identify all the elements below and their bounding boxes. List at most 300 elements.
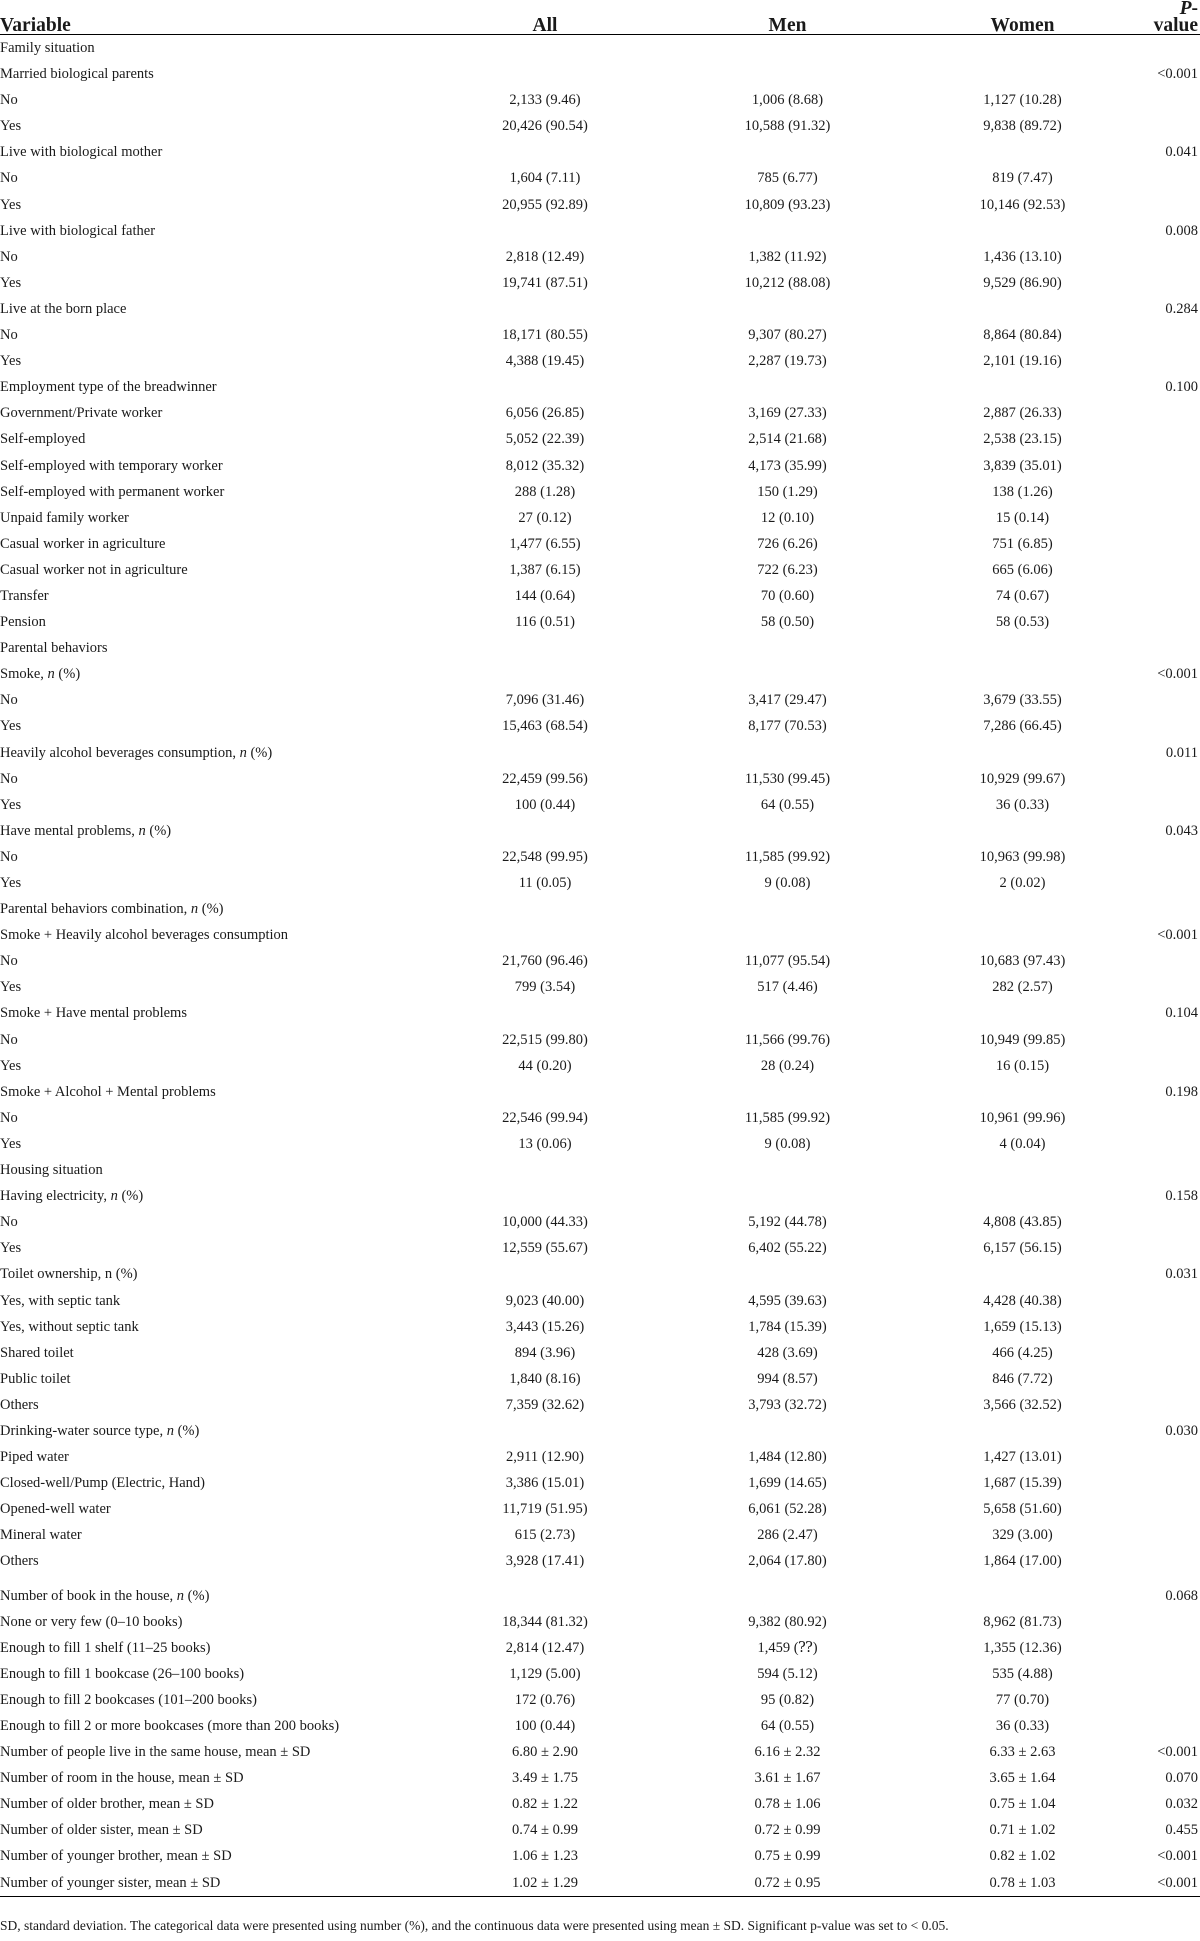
- cell-men: [670, 35, 905, 62]
- cell-all: 0.74 ± 0.99: [512, 1822, 578, 1839]
- table-row: [0, 87, 1200, 113]
- cell-all: [420, 740, 670, 766]
- cell-women: [905, 661, 1140, 687]
- cell-pvalue: 0.158: [1165, 1188, 1198, 1205]
- cell-women: 6,157 (56.15): [983, 1240, 1062, 1257]
- cell-variable: [0, 1366, 420, 1392]
- variable-label: No: [0, 848, 18, 865]
- cell-pvalue: [1140, 1661, 1200, 1687]
- cell-all: [420, 635, 670, 661]
- cell-men: 11,566 (99.76): [744, 1031, 831, 1048]
- cell-variable: [0, 609, 420, 635]
- cell-variable: [0, 1609, 420, 1635]
- header-pvalue: [1140, 0, 1200, 35]
- cell-all: 6.80 ± 2.90: [512, 1744, 578, 1761]
- cell-women: 7,286 (66.45): [983, 718, 1062, 735]
- cell-pvalue: [1140, 1609, 1200, 1635]
- cell-women: [905, 296, 1140, 322]
- cell-men: [670, 1000, 905, 1026]
- cell-variable: [0, 296, 420, 322]
- cell-pvalue: [1140, 1713, 1200, 1739]
- cell-pvalue: [1140, 713, 1200, 739]
- table-row: [0, 1661, 1200, 1687]
- cell-pvalue: [1140, 270, 1200, 296]
- table-row: [0, 1870, 1200, 1897]
- cell-women: 10,146 (92.53): [979, 196, 1066, 213]
- cell-all: 18,171 (80.55): [502, 327, 588, 344]
- cell-women: 535 (4.88): [992, 1665, 1053, 1682]
- cell-all: [420, 1418, 670, 1444]
- variable-label: Yes: [0, 118, 22, 135]
- spacer-cell: [670, 1575, 905, 1583]
- cell-men: 286 (2.47): [757, 1527, 818, 1544]
- cell-all: 2,818 (12.49): [505, 248, 585, 265]
- cell-all: 11 (0.05): [518, 875, 572, 891]
- table-row: [0, 374, 1200, 400]
- variable-label: Drinking-water source type,: [0, 1422, 167, 1439]
- cell-men: 64 (0.55): [760, 796, 815, 813]
- cell-women: 10,963 (99.98): [979, 848, 1066, 865]
- cell-all: 2,133 (9.46): [509, 92, 581, 109]
- cell-men: 150 (1.29): [757, 483, 818, 500]
- table-row: [0, 687, 1200, 713]
- cell-pvalue: [1140, 165, 1200, 191]
- cell-women: 329 (3.00): [992, 1527, 1053, 1544]
- cell-men: 6,402 (55.22): [748, 1240, 827, 1257]
- cell-women: [905, 1261, 1140, 1287]
- cell-all: 3,443 (15.26): [505, 1318, 585, 1335]
- cell-women: [905, 1000, 1140, 1026]
- cell-variable: [0, 792, 420, 818]
- cell-variable: [0, 453, 420, 479]
- variable-label: Yes: [0, 1240, 22, 1257]
- cell-women: 4,808 (43.85): [983, 1214, 1062, 1231]
- cell-women: 1,864 (17.00): [983, 1553, 1062, 1570]
- cell-men: 0.78 ± 1.06: [754, 1796, 821, 1813]
- cell-men: 11,077 (95.54): [744, 953, 831, 970]
- variable-label: Parental behaviors combination,: [0, 901, 191, 918]
- variable-label: Transfer: [0, 587, 49, 604]
- cell-men: [670, 374, 905, 400]
- cell-variable: [0, 244, 420, 270]
- variable-label: Number of people live in the same house, mean ± SD: [0, 1744, 311, 1761]
- variable-label: Married biological parents: [0, 66, 154, 83]
- cell-pvalue: [1140, 557, 1200, 583]
- variable-label: Housing situation: [0, 1162, 103, 1179]
- cell-all: 1,604 (7.11): [509, 170, 581, 187]
- variable-label: Smoke,: [0, 666, 48, 683]
- cell-all: 100 (0.44): [514, 796, 576, 813]
- variable-label: Parental behaviors: [0, 640, 108, 657]
- variable-label: Live with biological mother: [0, 144, 163, 161]
- variable-label: No: [0, 170, 18, 187]
- variable-label: Number of older sister, mean ± SD: [0, 1822, 203, 1839]
- variable-label: Yes: [0, 1057, 22, 1074]
- table-row: [0, 1791, 1200, 1817]
- cell-men: 11,585 (99.92): [744, 848, 831, 865]
- cell-variable: [0, 1661, 420, 1687]
- cell-pvalue: [1140, 87, 1200, 113]
- cell-pvalue: [1140, 844, 1200, 870]
- table-row: [0, 139, 1200, 165]
- cell-all: 4,388 (19.45): [505, 353, 585, 370]
- cell-variable: [0, 1053, 420, 1079]
- cell-pvalue: [1140, 1392, 1200, 1418]
- cell-pvalue: 0.455: [1165, 1822, 1198, 1839]
- cell-men: 1,006 (8.68): [751, 92, 824, 109]
- variable-label: Self-employed with permanent worker: [0, 483, 225, 500]
- cell-variable: [0, 1765, 420, 1791]
- cell-men: 3.61 ± 1.67: [754, 1770, 821, 1787]
- variable-label: Having electricity,: [0, 1188, 111, 1205]
- cell-variable: [0, 1635, 420, 1661]
- cell-variable: [0, 948, 420, 974]
- table-row: [0, 818, 1200, 844]
- cell-men: 1,484 (12.80): [748, 1449, 827, 1466]
- cell-men: [670, 1183, 905, 1209]
- cell-all: [420, 35, 670, 62]
- header-men: Men: [670, 0, 905, 35]
- cell-variable: [0, 713, 420, 739]
- table-row: [0, 165, 1200, 191]
- cell-all: 5,052 (22.39): [505, 431, 585, 448]
- cell-men: 2,064 (17.80): [748, 1553, 827, 1570]
- cell-women: [905, 635, 1140, 661]
- cell-men: 517 (4.46): [757, 979, 818, 996]
- cell-pvalue: [1140, 35, 1200, 62]
- cell-women: 2,887 (26.33): [983, 405, 1062, 422]
- cell-men: 3,793 (32.72): [748, 1396, 827, 1413]
- cell-variable: [0, 165, 420, 191]
- table-row: [0, 453, 1200, 479]
- cell-women: 1,436 (13.10): [983, 248, 1062, 265]
- cell-men: 9,382 (80.92): [748, 1613, 827, 1630]
- cell-men: [670, 1418, 905, 1444]
- variable-label-italic: n: [190, 901, 199, 918]
- cell-women: 0.82 ± 1.02: [989, 1848, 1056, 1865]
- cell-variable: [0, 896, 420, 922]
- table-row: [0, 1522, 1200, 1548]
- variable-label: Enough to fill 2 bookcases (101–200 books): [0, 1691, 257, 1708]
- header-women: Women: [905, 0, 1140, 35]
- cell-women: 3,679 (33.55): [983, 692, 1062, 709]
- variable-label: No: [0, 1214, 18, 1231]
- cell-variable: [0, 139, 420, 165]
- cell-men: [670, 661, 905, 687]
- variable-label: Government/Private worker: [0, 405, 163, 422]
- cell-pvalue: [1140, 792, 1200, 818]
- cell-pvalue: [1140, 192, 1200, 218]
- spacer-cell: [905, 1575, 1140, 1583]
- cell-men: 58 (0.50): [760, 614, 815, 631]
- cell-all: 20,426 (90.54): [502, 118, 588, 135]
- cell-men: [670, 740, 905, 766]
- cell-women: 36 (0.33): [995, 796, 1050, 813]
- cell-pvalue: [1140, 322, 1200, 348]
- cell-all: 3,928 (17.41): [505, 1553, 585, 1570]
- variable-label: No: [0, 1109, 18, 1126]
- cell-variable: [0, 1522, 420, 1548]
- cell-pvalue: [1140, 609, 1200, 635]
- cell-pvalue: [1140, 1053, 1200, 1079]
- table-row: [0, 1105, 1200, 1131]
- cell-all: 615 (2.73): [514, 1527, 576, 1544]
- cell-all: 2,814 (12.47): [505, 1639, 585, 1656]
- cell-all: 21,760 (96.46): [502, 953, 588, 970]
- cell-variable: [0, 1183, 420, 1209]
- cell-pvalue: [1140, 479, 1200, 505]
- table-row: [0, 1366, 1200, 1392]
- header-variable: Variable: [0, 0, 420, 35]
- cell-all: 1,477 (6.55): [509, 535, 581, 552]
- cell-variable: [0, 505, 420, 531]
- variable-label-italic: n: [110, 1188, 118, 1205]
- cell-women: 466 (4.25): [992, 1344, 1053, 1361]
- variable-label-tail: (%): [117, 1188, 144, 1205]
- cell-men: 10,212 (88.08): [744, 274, 831, 291]
- table-row: [0, 1609, 1200, 1635]
- table-row: [0, 557, 1200, 583]
- cell-women: 3,839 (35.01): [983, 457, 1062, 474]
- cell-pvalue: [1140, 1366, 1200, 1392]
- cell-pvalue: <0.001: [1157, 666, 1198, 683]
- cell-men: 2,514 (21.68): [748, 431, 827, 448]
- cell-pvalue: [1140, 1340, 1200, 1366]
- cell-women: 74 (0.67): [995, 587, 1050, 604]
- cell-variable: [0, 1235, 420, 1261]
- cell-pvalue: <0.001: [1157, 927, 1198, 944]
- table-row: [0, 1235, 1200, 1261]
- variable-label: Others: [0, 1553, 39, 1570]
- cell-all: 44 (0.20): [518, 1057, 572, 1074]
- cell-women: 6.33 ± 2.63: [989, 1744, 1056, 1761]
- variable-label-italic: n: [166, 1422, 174, 1439]
- table-row: [0, 713, 1200, 739]
- cell-variable: [0, 1261, 420, 1287]
- cell-women: [905, 1583, 1140, 1609]
- cell-pvalue: <0.001: [1157, 1848, 1198, 1865]
- table-row: [0, 1131, 1200, 1157]
- cell-pvalue: 0.068: [1165, 1587, 1198, 1604]
- table-row: [0, 244, 1200, 270]
- cell-women: 0.71 ± 1.02: [989, 1822, 1056, 1839]
- cell-variable: [0, 766, 420, 792]
- table-row: [0, 1583, 1200, 1609]
- cell-all: [420, 296, 670, 322]
- cell-women: 10,683 (97.43): [979, 953, 1066, 970]
- variable-label: Family situation: [0, 40, 95, 56]
- header-pvalue-italic: P: [1179, 0, 1192, 19]
- cell-variable: [0, 61, 420, 87]
- cell-women: [905, 374, 1140, 400]
- variable-label: Number of younger sister, mean ± SD: [0, 1874, 221, 1891]
- variable-label: Yes: [0, 796, 22, 813]
- table-row: [0, 1496, 1200, 1522]
- cell-men: 95 (0.82): [760, 1691, 815, 1708]
- cell-men: 1,784 (15.39): [748, 1318, 827, 1335]
- variable-label: Piped water: [0, 1449, 69, 1466]
- cell-all: 2,911 (12.90): [506, 1449, 584, 1466]
- cell-pvalue: [1140, 453, 1200, 479]
- cell-variable: [0, 870, 420, 896]
- variable-label: Yes: [0, 196, 22, 213]
- cell-all: 20,955 (92.89): [502, 196, 588, 213]
- table-row: [0, 661, 1200, 687]
- variable-label: Number of book in the house,: [0, 1587, 177, 1604]
- cell-pvalue: [1140, 1027, 1200, 1053]
- cell-women: 8,864 (80.84): [983, 327, 1062, 344]
- variable-label: Self-employed: [0, 431, 86, 448]
- table-row: [0, 1713, 1200, 1739]
- variable-label: Yes: [0, 875, 22, 891]
- cell-pvalue: [1140, 400, 1200, 426]
- variable-label: Opened-well water: [0, 1501, 111, 1518]
- cell-women: [905, 740, 1140, 766]
- variable-label-tail: (%): [198, 901, 224, 918]
- cell-variable: [0, 1000, 420, 1026]
- cell-women: 3.65 ± 1.64: [989, 1770, 1056, 1787]
- cell-all: 1,840 (8.16): [509, 1370, 581, 1387]
- table-row: [0, 583, 1200, 609]
- cell-all: [420, 61, 670, 87]
- cell-all: [420, 1000, 670, 1026]
- cell-pvalue: 0.008: [1165, 222, 1198, 239]
- table-row: [0, 1027, 1200, 1053]
- variable-label: Number of younger brother, mean ± SD: [0, 1848, 232, 1865]
- cell-men: 12 (0.10): [760, 509, 815, 526]
- cell-all: 894 (3.96): [514, 1344, 576, 1361]
- cell-variable: [0, 740, 420, 766]
- cell-women: [905, 61, 1140, 87]
- cell-men: 9 (0.08): [764, 875, 811, 891]
- cell-women: 8,962 (81.73): [983, 1613, 1062, 1630]
- cell-men: 6.16 ± 2.32: [754, 1744, 821, 1761]
- cell-variable: [0, 1791, 420, 1817]
- cell-variable: [0, 844, 420, 870]
- table-row: [0, 1340, 1200, 1366]
- cell-pvalue: [1140, 974, 1200, 1000]
- cell-pvalue: [1140, 1105, 1200, 1131]
- cell-pvalue: [1140, 348, 1200, 374]
- cell-pvalue: [1140, 1635, 1200, 1661]
- cell-men: 5,192 (44.78): [748, 1214, 827, 1231]
- cell-women: 2,538 (23.15): [983, 431, 1062, 448]
- variable-label: No: [0, 327, 18, 344]
- table-row: [0, 1157, 1200, 1183]
- cell-men: 0.75 ± 0.99: [754, 1848, 821, 1865]
- cell-all: 1,387 (6.15): [509, 561, 581, 578]
- cell-women: [905, 1079, 1140, 1105]
- table-row: [0, 870, 1200, 896]
- cell-women: [905, 818, 1140, 844]
- cell-women: 1,355 (12.36): [983, 1639, 1062, 1656]
- table-row: [0, 1288, 1200, 1314]
- cell-all: 6,056 (26.85): [505, 405, 585, 422]
- table-row: [0, 1209, 1200, 1235]
- cell-variable: [0, 1314, 420, 1340]
- variable-label: Number of room in the house, mean ± SD: [0, 1770, 244, 1787]
- cell-variable: [0, 218, 420, 244]
- cell-variable: [0, 192, 420, 218]
- cell-pvalue: [1140, 505, 1200, 531]
- table-row: [0, 1765, 1200, 1791]
- cell-pvalue: [1140, 1470, 1200, 1496]
- variable-label: Yes: [0, 274, 22, 291]
- table-row: [0, 1183, 1200, 1209]
- cell-pvalue: <0.001: [1157, 1744, 1198, 1761]
- cell-variable: [0, 1739, 420, 1765]
- cell-variable: [0, 270, 420, 296]
- cell-women: 138 (1.26): [992, 483, 1053, 500]
- cell-variable: [0, 1288, 420, 1314]
- cell-women: [905, 139, 1140, 165]
- cell-pvalue: [1140, 1548, 1200, 1574]
- cell-pvalue: [1140, 1209, 1200, 1235]
- variable-label: Enough to fill 2 or more bookcases (more than 200 books): [0, 1718, 340, 1734]
- cell-variable: [0, 400, 420, 426]
- cell-variable: [0, 1496, 420, 1522]
- variable-label: No: [0, 692, 18, 709]
- cell-men: 10,809 (93.23): [744, 196, 831, 213]
- cell-variable: [0, 348, 420, 374]
- cell-men: 64 (0.55): [760, 1718, 815, 1734]
- cell-women: 665 (6.06): [992, 561, 1053, 578]
- table-row: [0, 974, 1200, 1000]
- cell-all: 15,463 (68.54): [502, 718, 588, 735]
- cell-men: [670, 635, 905, 661]
- cell-pvalue: [1140, 1687, 1200, 1713]
- table-header: [0, 0, 1200, 35]
- variable-label: Yes, without septic tank: [0, 1318, 139, 1335]
- cell-men: 9,307 (80.27): [748, 327, 827, 344]
- table-row: [0, 1817, 1200, 1843]
- variable-label: Public toilet: [0, 1370, 71, 1387]
- cell-men: [670, 922, 905, 948]
- table-row: [0, 400, 1200, 426]
- cell-women: 751 (6.85): [992, 535, 1053, 552]
- cell-all: 7,359 (32.62): [505, 1396, 585, 1413]
- cell-all: 10,000 (44.33): [502, 1214, 588, 1231]
- cell-all: [420, 218, 670, 244]
- cell-all: 3.49 ± 1.75: [512, 1770, 578, 1787]
- table-row: [0, 531, 1200, 557]
- cell-all: [420, 1261, 670, 1287]
- cell-women: 4 (0.04): [999, 1135, 1046, 1152]
- variable-label: Have mental problems,: [0, 822, 139, 839]
- variable-label: Self-employed with temporary worker: [0, 457, 223, 474]
- cell-pvalue: [1140, 1522, 1200, 1548]
- variable-label: Enough to fill 1 bookcase (26–100 books): [0, 1665, 245, 1682]
- cell-men: 11,585 (99.92): [744, 1109, 831, 1126]
- cell-women: 2,101 (19.16): [983, 353, 1062, 370]
- variable-label-tail: (%): [54, 666, 81, 683]
- table-row: [0, 192, 1200, 218]
- variable-label-tail: (%): [246, 744, 273, 761]
- cell-women: 1,127 (10.28): [983, 92, 1062, 109]
- cell-pvalue: [1140, 1131, 1200, 1157]
- cell-variable: [0, 818, 420, 844]
- cell-women: 9,838 (89.72): [983, 118, 1062, 135]
- cell-variable: [0, 1470, 420, 1496]
- cell-all: 13 (0.06): [518, 1135, 572, 1152]
- variable-label: Yes, with septic tank: [0, 1292, 121, 1309]
- cell-men: 10,588 (91.32): [744, 118, 831, 135]
- table-row: [0, 1053, 1200, 1079]
- cell-all: [420, 661, 670, 687]
- cell-all: 0.82 ± 1.22: [512, 1796, 578, 1813]
- cell-variable: [0, 922, 420, 948]
- cell-pvalue: 0.100: [1165, 379, 1198, 396]
